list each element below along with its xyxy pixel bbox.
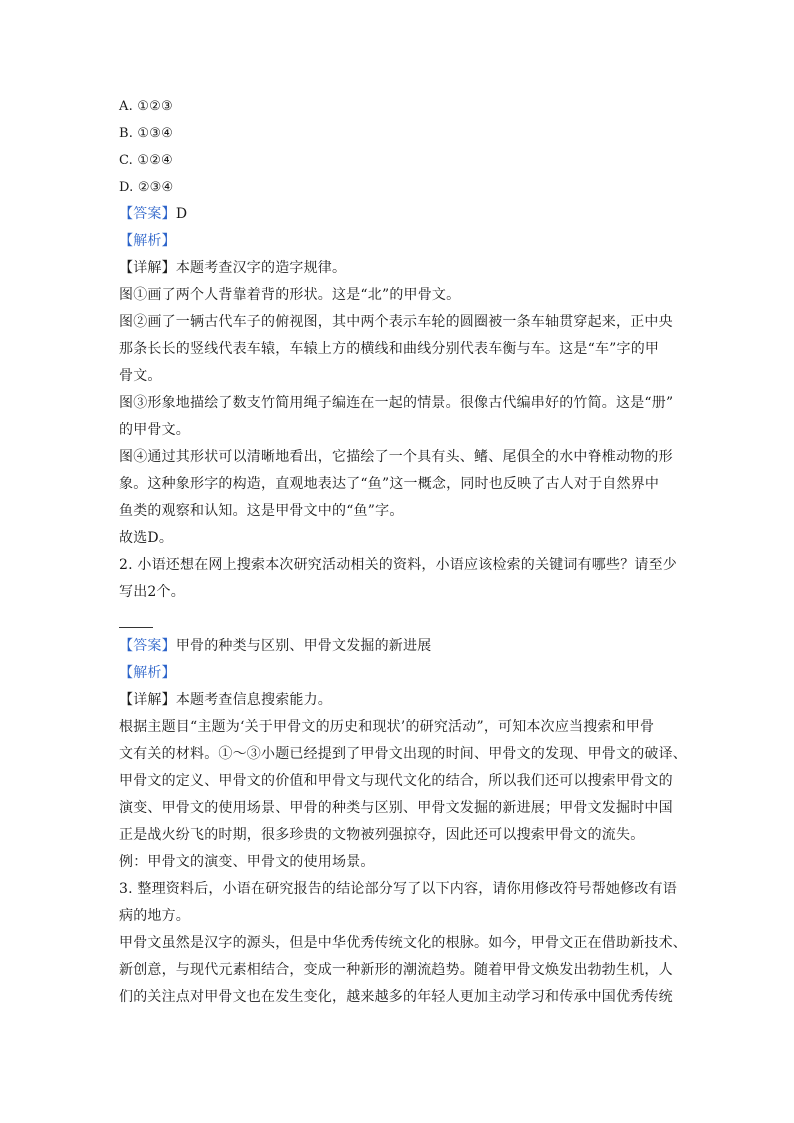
q2-detail-line [119, 690, 332, 710]
q1-line: 鱼类的观察和认知。这是甲骨文中的“鱼”字。 [119, 503, 404, 519]
q1-line: 骨文。 [119, 368, 162, 384]
q1-detail-line [119, 258, 346, 278]
q2-line: 例：甲骨文的演变、甲骨文的使用场景。 [119, 854, 375, 870]
q2-line: 演变、甲骨文的使用场景、甲骨的种类与区别、甲骨文发掘的新进展；甲骨文发掘时中国 [119, 800, 673, 816]
q1-line: 图④通过其形状可以清晰地看出，它描绘了一个具有头、鳍、尾俱全的水中脊椎动物的形 [119, 449, 673, 465]
q2-analysis-tag: 【解析】 [119, 665, 176, 681]
option-d: D. ②③④ [119, 180, 174, 195]
answer-value: 甲骨的种类与区别、甲骨文发掘的新进展 [175, 638, 432, 654]
q2-question-line: 写出2个。 [119, 584, 185, 600]
detail-text: 本题考查信息搜索能力。 [175, 692, 333, 708]
answer-tag: 【答案】 [119, 206, 176, 222]
answer-value: D [175, 206, 188, 222]
q1-line: 图②画了一辆古代车子的俯视图，其中两个表示车轮的圆圈被一条车轴贯穿起来，正中央 [119, 314, 673, 330]
option-a: A. ①②③ [119, 99, 173, 114]
detail-tag: 【详解】 [119, 260, 176, 276]
q2-line: 根据主题目“主题为‘关于甲骨文的历史和现状’的研究活动”，可知本次应当搜索和甲骨 [119, 719, 655, 735]
detail-tag: 【详解】 [119, 692, 176, 708]
q2-line: 甲骨文的定义、甲骨文的价值和甲骨文与现代文化的结合，所以我们还可以搜索甲骨文的 [119, 773, 673, 789]
q1-line: 故选D。 [119, 530, 174, 546]
q3-passage-line: 新创意，与现代元素相结合，变成一种新形的潮流趋势。随着甲骨文焕发出勃勃生机，人 [119, 962, 673, 978]
q1-line: 象。这种象形字的构造，直观地表达了“鱼”这一概念，同时也反映了古人对于自然界中 [119, 476, 660, 492]
q2-line: 正是战火纷飞的时期，很多珍贵的文物被列强掠夺，因此还可以搜索甲骨文的流失。 [119, 827, 645, 843]
q1-analysis-tag: 【解析】 [119, 233, 176, 249]
answer-blank-line [119, 627, 153, 628]
q3-question-line: 病的地方。 [119, 908, 190, 924]
option-c: C. ①②④ [119, 153, 173, 168]
q1-answer-line [119, 204, 187, 224]
q1-line: 的甲骨文。 [119, 422, 190, 438]
q3-passage-line: 们的关注点对甲骨文也在发生变化，越来越多的年轻人更加主动学习和传承中国优秀传统 [119, 989, 673, 1005]
q2-question-line: 2. 小语还想在网上搜索本次研究活动相关的资料，小语应该检索的关键词有哪些？请至少 [119, 557, 678, 573]
option-b: B. ①③④ [119, 126, 173, 141]
detail-text: 本题考查汉字的造字规律。 [175, 260, 347, 276]
q3-question-line: 3. 整理资料后，小语在研究报告的结论部分写了以下内容，请你用修改符号帮她修改有语 [119, 881, 678, 897]
answer-tag: 【答案】 [119, 638, 176, 654]
q1-line: 图③形象地描绘了数支竹简用绳子编连在一起的情景。很像古代编串好的竹简。这是“册” [119, 395, 674, 411]
q1-line: 图①画了两个人背靠着背的形状。这是“北”的甲骨文。 [119, 287, 461, 303]
q3-passage-line: 甲骨文虽然是汉字的源头，但是中华优秀传统文化的根脉。如今，甲骨文正在借助新技术、 [119, 935, 687, 951]
q2-answer-line [119, 636, 431, 656]
q2-line: 文有关的材料。①～③小题已经提到了甲骨文出现的时间、甲骨文的发现、甲骨文的破译、 [119, 746, 687, 762]
q1-line: 那条长长的竖线代表车辕，车辕上方的横线和曲线分别代表车衡与车。这是“车”字的甲 [119, 341, 660, 357]
